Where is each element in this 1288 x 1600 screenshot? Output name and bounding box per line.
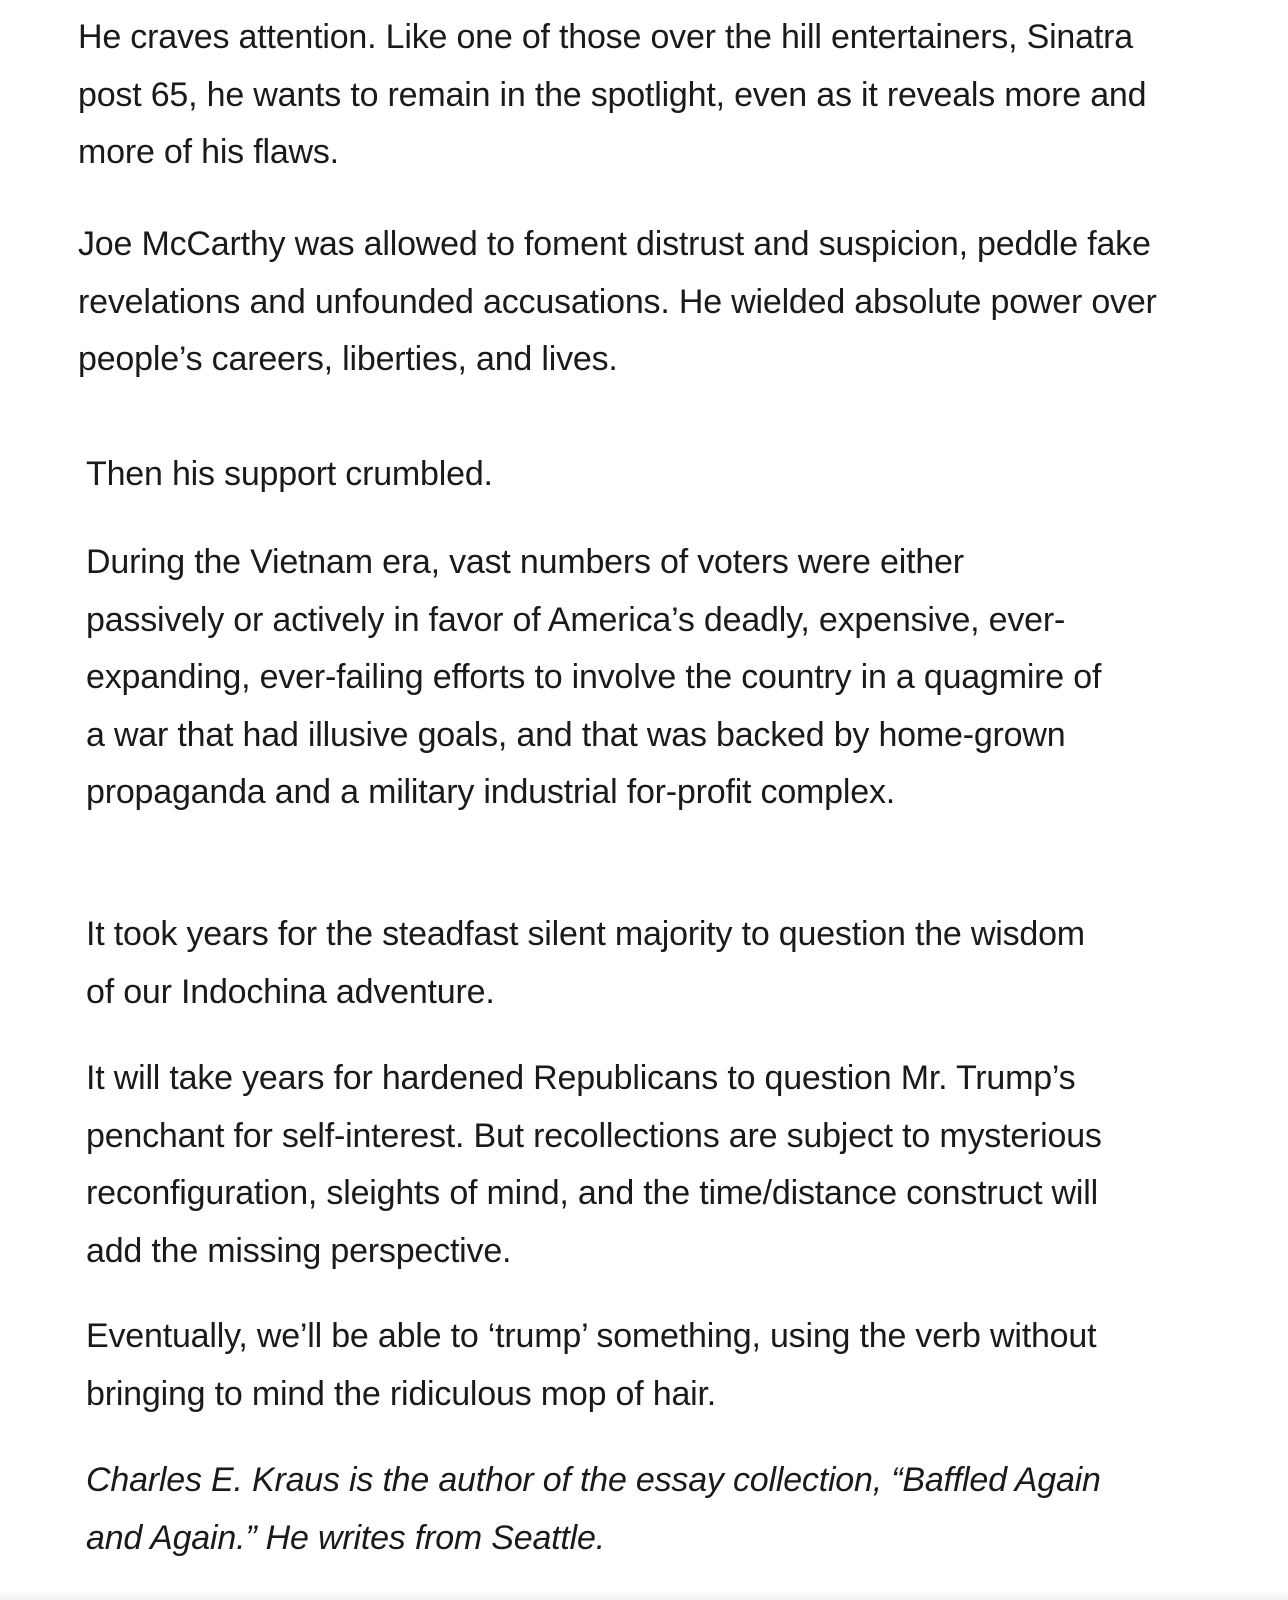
article-paragraph: It will take years for hardened Republicans to question Mr. Trump’s penchant for self-interest. But recollections are subject to mysterious reconfiguration, sleights of mind, and the time/distance construct will add the missing perspective.	[86, 1059, 1102, 1270]
article-paragraph: During the Vietnam era, vast numbers of voters were either passively or actively in favor of America’s deadly, expensive, ever-expanding, ever-failing efforts to involve the country in a quagmire of a war that had illusive goals, and that was backed by home-grown propaganda and a military industrial for-profit complex.	[86, 543, 1102, 811]
article-paragraph: Joe McCarthy was allowed to foment distrust and suspicion, peddle fake revelations and unfounded accusations. He wielded absolute power over people’s careers, liberties, and lives.	[78, 225, 1157, 378]
article-paragraph: He craves attention. Like one of those over the hill entertainers, Sinatra post 65, he wants to remain in the spotlight, even as it reveals more and more of his flaws.	[78, 18, 1147, 171]
article-paragraph: It took years for the steadfast silent majority to question the wisdom of our Indochina adventure.	[86, 915, 1085, 1011]
bottom-edge-shadow	[0, 1590, 1288, 1600]
article-paragraph: Eventually, we’ll be able to ‘trump’ something, using the verb without bringing to mind the ridiculous mop of hair.	[86, 1317, 1097, 1413]
article-paragraph: Then his support crumbled.	[86, 455, 493, 493]
author-bio: Charles E. Kraus is the author of the essay collection, “Baffled Again and Again.” He writes from Seattle.	[86, 1461, 1101, 1557]
